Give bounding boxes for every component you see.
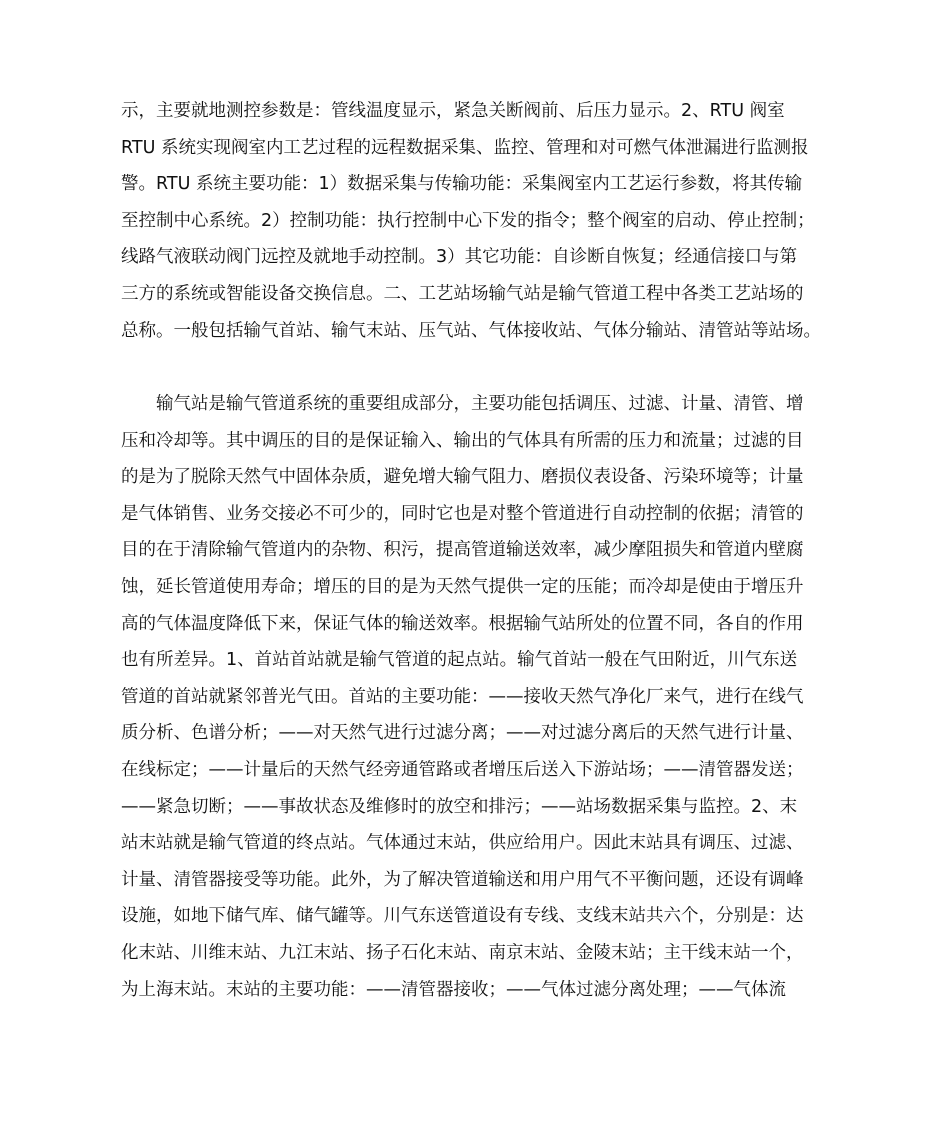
text-line: ——紧急切断；——事故状态及维修时的放空和排污；——站场数据采集与监控。2、末 <box>121 796 798 817</box>
text-line: 为上海末站。末站的主要功能：——清管器接收；——气体过滤分离处理；——气体流 <box>121 979 786 1000</box>
text-line: 的是为了脱除天然气中固体杂质，避免增大输气阻力、磨损仪表设备、污染环境等；计量 <box>121 467 804 488</box>
text-line: 示，主要就地测控参数是：管线温度显示，紧急关断阀前、后压力显示。2、RTU 阀室 <box>121 101 785 121</box>
text-line: 目的在于清除输气管道内的杂物、积污，提高管道输送效率，减少摩阻损失和管道内壁腐 <box>121 540 804 561</box>
text-line: 站末站就是输气管道的终点站。气体通过末站，供应给用户。因此末站具有调压、过滤、 <box>121 833 804 854</box>
text-line: RTU 系统实现阀室内工艺过程的远程数据采集、监控、管理和对可燃气体泄漏进行监测报 <box>121 137 809 158</box>
paragraph-1 <box>121 93 856 349</box>
text-line: 高的气体温度降低下来，保证气体的输送效率。根据输气站所处的位置不同，各自的作用 <box>121 613 804 634</box>
text-line: 三方的系统或智能设备交换信息。二、工艺站场输气站是输气管道工程中各类工艺站场的 <box>121 283 804 304</box>
text-line: 线路气液联动阀门远控及就地手动控制。3）其它功能：自诊断自恢复；经通信接口与第 <box>121 247 798 268</box>
text-line: 化末站、川维末站、九江末站、扬子石化末站、南京末站、金陵末站；主干线末站一个， <box>121 942 804 963</box>
text-line: 计量、清管器接受等功能。此外，为了解决管道输送和用户用气不平衡问题，还设有调峰 <box>121 869 804 890</box>
text-line: 警。RTU 系统主要功能：1）数据采集与传输功能：采集阀室内工艺运行参数，将其传输 <box>121 174 803 195</box>
text-line: 压和冷却等。其中调压的目的是保证输入、输出的气体具有所需的压力和流量；过滤的目 <box>121 430 804 451</box>
text-line: 设施，如地下储气库、储气罐等。川气东送管道设有专线、支线末站共六个，分别是：达 <box>121 906 804 927</box>
text-line: 管道的首站就紧邻普光气田。首站的主要功能：——接收天然气净化厂来气，进行在线气 <box>121 686 804 707</box>
text-line: 质分析、色谱分析；——对天然气进行过滤分离；——对过滤分离后的天然气进行计量、 <box>121 723 804 744</box>
text-line: 是气体销售、业务交接必不可少的，同时它也是对整个管道进行自动控制的依据；清管的 <box>121 503 804 524</box>
text-line: 也有所差异。1、首站首站就是输气管道的起点站。输气首站一般在气田附近，川气东送 <box>121 650 798 671</box>
text-line: 在线标定；——计量后的天然气经旁通管路或者增压后送入下游站场；——清管器发送； <box>121 759 804 780</box>
text-line: 总称。一般包括输气首站、输气末站、压气站、气体接收站、气体分输站、清管站等站场。 <box>121 320 821 341</box>
paragraph-2 <box>121 386 856 1008</box>
text-line: 至控制中心系统。2）控制功能：执行控制中心下发的指令；整个阀室的启动、停止控制； <box>121 210 815 231</box>
text-line: 输气站是输气管道系统的重要组成部分，主要功能包括调压、过滤、计量、清管、增 <box>156 394 804 414</box>
text-line: 蚀，延长管道使用寿命；增压的目的是为天然气提供一定的压能；而冷却是使由于增压升 <box>121 576 804 597</box>
